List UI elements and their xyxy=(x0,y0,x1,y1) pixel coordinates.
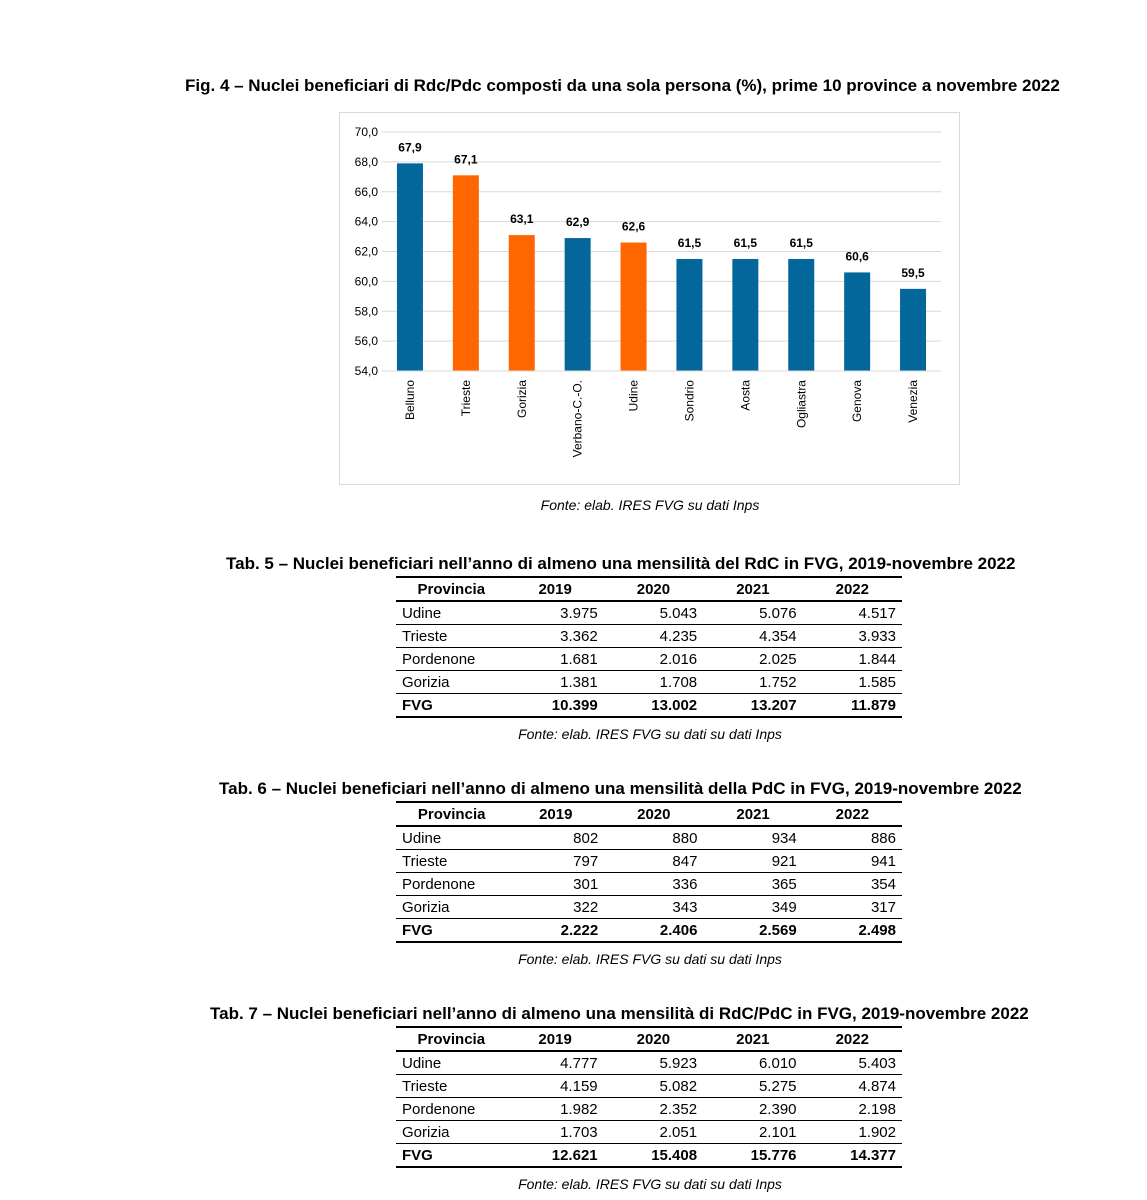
table-cell: 1.681 xyxy=(507,648,604,671)
table-5 xyxy=(396,576,902,718)
data-label: 59,5 xyxy=(901,265,925,280)
total-cell: 12.621 xyxy=(507,1144,604,1168)
x-tick-label: Trieste xyxy=(458,380,473,417)
row-label: Gorizia xyxy=(396,1121,507,1144)
table-6-source: Fonte: elab. IRES FVG su dati su dati Inps xyxy=(518,951,782,967)
table-cell: 886 xyxy=(803,826,902,850)
table-cell: 1.844 xyxy=(803,648,902,671)
table-cell: 336 xyxy=(604,873,703,896)
bar xyxy=(453,175,479,371)
data-label: 62,9 xyxy=(565,215,590,230)
y-tick-label: 58,0 xyxy=(354,304,378,319)
column-header: Provincia xyxy=(396,577,507,601)
bar xyxy=(509,235,535,371)
row-label: Pordenone xyxy=(396,648,507,671)
y-tick-label: 54,0 xyxy=(354,364,378,378)
table-cell: 3.362 xyxy=(507,625,604,648)
table-cell: 322 xyxy=(507,896,604,919)
row-label: Gorizia xyxy=(396,896,507,919)
y-tick-label: 64,0 xyxy=(354,214,378,229)
column-header: 2022 xyxy=(803,1027,902,1051)
column-header: 2020 xyxy=(604,802,703,826)
table-cell: 4.159 xyxy=(507,1075,604,1098)
table-cell: 921 xyxy=(703,850,802,873)
table-total-row xyxy=(396,694,902,718)
table-cell: 6.010 xyxy=(703,1051,802,1075)
column-header: Provincia xyxy=(396,1027,507,1051)
table-cell: 1.585 xyxy=(803,671,902,694)
table-cell: 802 xyxy=(507,826,604,850)
x-tick-label: Venezia xyxy=(906,380,921,423)
total-cell: 13.002 xyxy=(604,694,703,718)
bar xyxy=(676,259,702,371)
table-6 xyxy=(396,801,902,943)
x-tick-label: Verbano-C.-O. xyxy=(570,380,585,458)
table-header-row xyxy=(396,577,902,601)
total-cell: 15.776 xyxy=(703,1144,802,1168)
table-cell: 2.352 xyxy=(604,1098,703,1121)
data-label: 67,9 xyxy=(398,140,422,155)
table-row xyxy=(396,648,902,671)
table-cell: 5.275 xyxy=(703,1075,802,1098)
total-cell: 2.406 xyxy=(604,919,703,943)
row-label: Trieste xyxy=(396,1075,507,1098)
table-cell: 5.923 xyxy=(604,1051,703,1075)
x-tick-label: Gorizia xyxy=(514,380,529,419)
row-label: Trieste xyxy=(396,625,507,648)
row-label: Pordenone xyxy=(396,873,507,896)
table-cell: 343 xyxy=(604,896,703,919)
table-cell: 2.051 xyxy=(604,1121,703,1144)
table-cell: 2.390 xyxy=(703,1098,802,1121)
row-label: Udine xyxy=(396,601,507,625)
table-total-row xyxy=(396,1144,902,1168)
data-label: 60,6 xyxy=(845,249,869,264)
row-label: Udine xyxy=(396,826,507,850)
table-cell: 354 xyxy=(803,873,902,896)
x-tick-label: Ogliastra xyxy=(794,380,809,429)
y-tick-label: 70,0 xyxy=(354,125,378,139)
table-row xyxy=(396,873,902,896)
table-cell: 1.703 xyxy=(507,1121,604,1144)
table-row xyxy=(396,625,902,648)
column-header: 2022 xyxy=(803,577,902,601)
table-cell: 349 xyxy=(703,896,802,919)
data-label: 61,5 xyxy=(733,235,758,250)
x-tick-label: Genova xyxy=(850,380,865,423)
table-row xyxy=(396,1075,902,1098)
table-cell: 2.101 xyxy=(703,1121,802,1144)
data-label: 67,1 xyxy=(454,152,478,167)
data-label: 61,5 xyxy=(789,235,813,250)
total-cell: 10.399 xyxy=(507,694,604,718)
table-cell: 1.982 xyxy=(507,1098,604,1121)
x-tick-label: Sondrio xyxy=(682,380,697,422)
table-cell: 5.403 xyxy=(803,1051,902,1075)
y-tick-label: 60,0 xyxy=(354,274,378,289)
table-cell: 3.933 xyxy=(803,625,902,648)
bar xyxy=(788,259,814,371)
table-cell: 1.752 xyxy=(703,671,802,694)
table-cell: 301 xyxy=(507,873,604,896)
table-cell: 5.076 xyxy=(703,601,802,625)
total-cell: 11.879 xyxy=(803,694,902,718)
total-cell: 14.377 xyxy=(803,1144,902,1168)
table-cell: 4.517 xyxy=(803,601,902,625)
table-row xyxy=(396,601,902,625)
table-cell: 797 xyxy=(507,850,604,873)
table-cell: 5.082 xyxy=(604,1075,703,1098)
table-header-row xyxy=(396,802,902,826)
bar-chart xyxy=(339,112,960,485)
table-cell: 4.874 xyxy=(803,1075,902,1098)
x-tick-label: Udine xyxy=(626,380,641,412)
total-label: FVG xyxy=(396,694,507,718)
figure-source: Fonte: elab. IRES FVG su dati Inps xyxy=(540,497,760,513)
total-cell: 2.498 xyxy=(803,919,902,943)
table-6-caption: Tab. 6 – Nuclei beneficiari nell’anno di almeno una mensilità della PdC in FVG, 2019-novembre 2022 xyxy=(219,779,1022,798)
table-cell: 4.235 xyxy=(604,625,703,648)
table-cell: 1.902 xyxy=(803,1121,902,1144)
table-cell: 2.025 xyxy=(703,648,802,671)
row-label: Udine xyxy=(396,1051,507,1075)
x-tick-label: Belluno xyxy=(402,380,417,421)
column-header: 2020 xyxy=(604,577,703,601)
bar xyxy=(397,163,423,371)
bar xyxy=(900,289,926,371)
total-label: FVG xyxy=(396,1144,507,1168)
table-cell: 3.975 xyxy=(507,601,604,625)
row-label: Gorizia xyxy=(396,671,507,694)
data-label: 63,1 xyxy=(510,212,534,227)
bar xyxy=(732,259,758,371)
table-cell: 4.777 xyxy=(507,1051,604,1075)
table-7-caption: Tab. 7 – Nuclei beneficiari nell’anno di almeno una mensilità di RdC/PdC in FVG, 2019-novembre 2022 xyxy=(210,1004,1029,1023)
data-label: 61,5 xyxy=(677,235,702,250)
table-7 xyxy=(396,1026,902,1168)
y-tick-label: 56,0 xyxy=(354,334,378,349)
table-row xyxy=(396,1051,902,1075)
table-cell: 2.198 xyxy=(803,1098,902,1121)
table-7-source: Fonte: elab. IRES FVG su dati su dati Inps xyxy=(518,1176,782,1192)
table-cell: 317 xyxy=(803,896,902,919)
table-cell: 365 xyxy=(703,873,802,896)
table-cell: 880 xyxy=(604,826,703,850)
bar xyxy=(844,272,870,371)
column-header: 2021 xyxy=(703,802,802,826)
figure-caption: Fig. 4 – Nuclei beneficiari di Rdc/Pdc composti da una sola persona (%), prime 10 province a novembre 2022 xyxy=(185,76,1060,95)
total-cell: 2.569 xyxy=(703,919,802,943)
row-label: Trieste xyxy=(396,850,507,873)
total-label: FVG xyxy=(396,919,507,943)
bar xyxy=(621,243,647,371)
y-tick-label: 68,0 xyxy=(354,154,378,169)
table-5-caption: Tab. 5 – Nuclei beneficiari nell’anno di almeno una mensilità del RdC in FVG, 2019-novembre 2022 xyxy=(226,554,1016,573)
column-header: 2022 xyxy=(803,802,902,826)
x-tick-label: Aosta xyxy=(738,380,753,411)
table-cell: 1.708 xyxy=(604,671,703,694)
table-cell: 5.043 xyxy=(604,601,703,625)
table-row xyxy=(396,826,902,850)
table-row xyxy=(396,1121,902,1144)
table-row xyxy=(396,850,902,873)
table-5-source: Fonte: elab. IRES FVG su dati su dati Inps xyxy=(518,726,782,742)
column-header: 2020 xyxy=(604,1027,703,1051)
table-cell: 1.381 xyxy=(507,671,604,694)
table-cell: 2.016 xyxy=(604,648,703,671)
column-header: 2019 xyxy=(507,577,604,601)
column-header: 2019 xyxy=(507,802,604,826)
table-cell: 941 xyxy=(803,850,902,873)
table-total-row xyxy=(396,919,902,943)
table-cell: 4.354 xyxy=(703,625,802,648)
column-header: Provincia xyxy=(396,802,507,826)
table-cell: 934 xyxy=(703,826,802,850)
column-header: 2021 xyxy=(703,1027,802,1051)
table-row xyxy=(396,671,902,694)
table-header-row xyxy=(396,1027,902,1051)
bar xyxy=(565,238,591,371)
y-tick-label: 66,0 xyxy=(354,184,378,199)
table-row xyxy=(396,1098,902,1121)
total-cell: 13.207 xyxy=(703,694,802,718)
column-header: 2021 xyxy=(703,577,802,601)
table-row xyxy=(396,896,902,919)
total-cell: 15.408 xyxy=(604,1144,703,1168)
column-header: 2019 xyxy=(507,1027,604,1051)
row-label: Pordenone xyxy=(396,1098,507,1121)
total-cell: 2.222 xyxy=(507,919,604,943)
y-tick-label: 62,0 xyxy=(354,244,378,259)
data-label: 62,6 xyxy=(621,219,646,234)
bar-chart-svg xyxy=(340,113,961,486)
table-cell: 847 xyxy=(604,850,703,873)
